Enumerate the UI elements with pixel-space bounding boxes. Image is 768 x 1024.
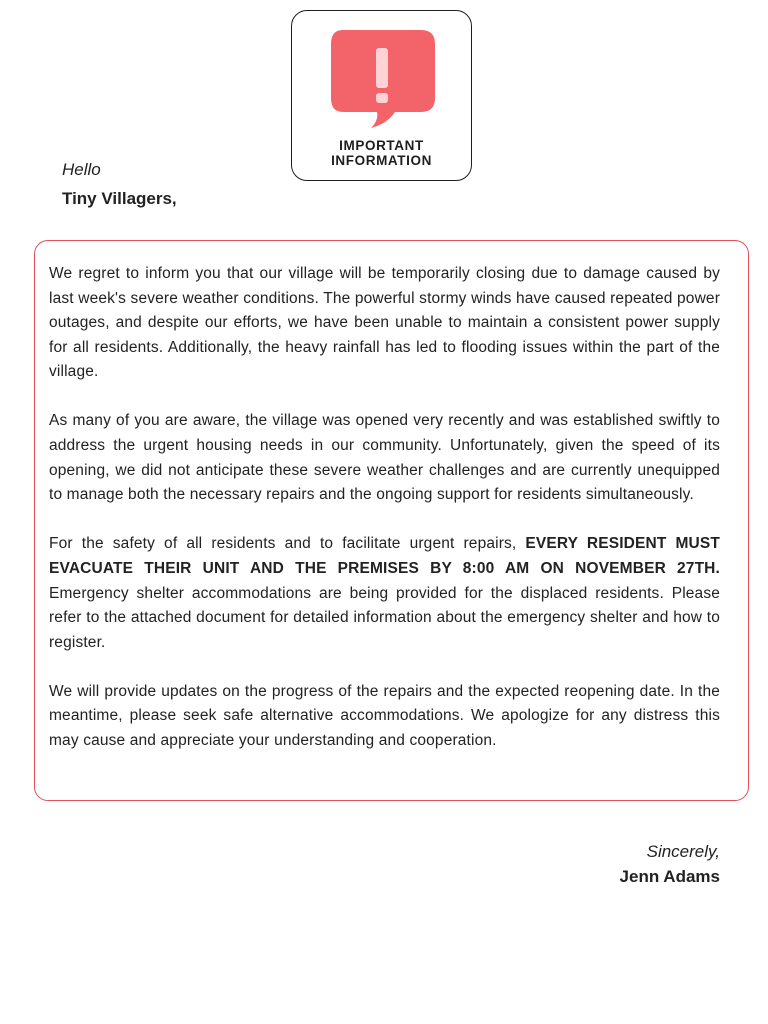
speech-bubble-exclamation-icon: [329, 28, 436, 140]
recipient: Tiny Villagers,: [62, 189, 177, 208]
badge-label-line1: IMPORTANT: [339, 138, 424, 153]
sign-off: Sincerely,: [646, 842, 720, 861]
paragraph-closure-notice: We regret to inform you that our village will be temporarily closing due to damage caused by last week's severe weather conditions. The powerful stormy winds have caused repeated power outages, and despite our efforts, we have been unable to maintain a consistent power supply for all residents. Additionally, the heavy rainfall has led to flooding issues within the part of the village.: [49, 265, 720, 381]
closing-block: [620, 840, 720, 890]
evacuation-deadline: EVERY RESIDENT MUST EVACUATE THEIR UNIT AND THE PREMISES BY 8:00 AM ON NOVEMBER 27TH.: [49, 535, 721, 577]
badge-label-line2: INFORMATION: [331, 153, 432, 168]
signer-name: Jenn Adams: [619, 867, 720, 886]
paragraph-background: As many of you are aware, the village was opened very recently and was established swiftly to address the urgent housing needs in our community. Unfortunately, given the speed of its opening, we did not anticipate these severe weather challenges and are currently unequipped to manage both the necessary repairs and the ongoing support for residents simultaneously.: [49, 412, 720, 504]
greeting: Hello: [62, 160, 101, 179]
important-information-badge: [291, 10, 472, 181]
letter-body-box: [34, 240, 749, 801]
paragraph-evacuation: [49, 532, 720, 655]
badge-label: [292, 138, 471, 168]
evacuation-intro: For the safety of all residents and to facilitate urgent repairs,: [49, 535, 526, 553]
evacuation-shelter-info: Emergency shelter accommodations are being provided for the displaced residents. Please refer to the attached document for detailed information about the emergency shelter and how to register.: [49, 584, 720, 651]
paragraph-updates: We will provide updates on the progress of the repairs and the expected reopening date. In the meantime, please seek safe alternative accommodations. We apologize for any distress this may cause and appreciate your understanding and cooperation.: [49, 682, 720, 749]
